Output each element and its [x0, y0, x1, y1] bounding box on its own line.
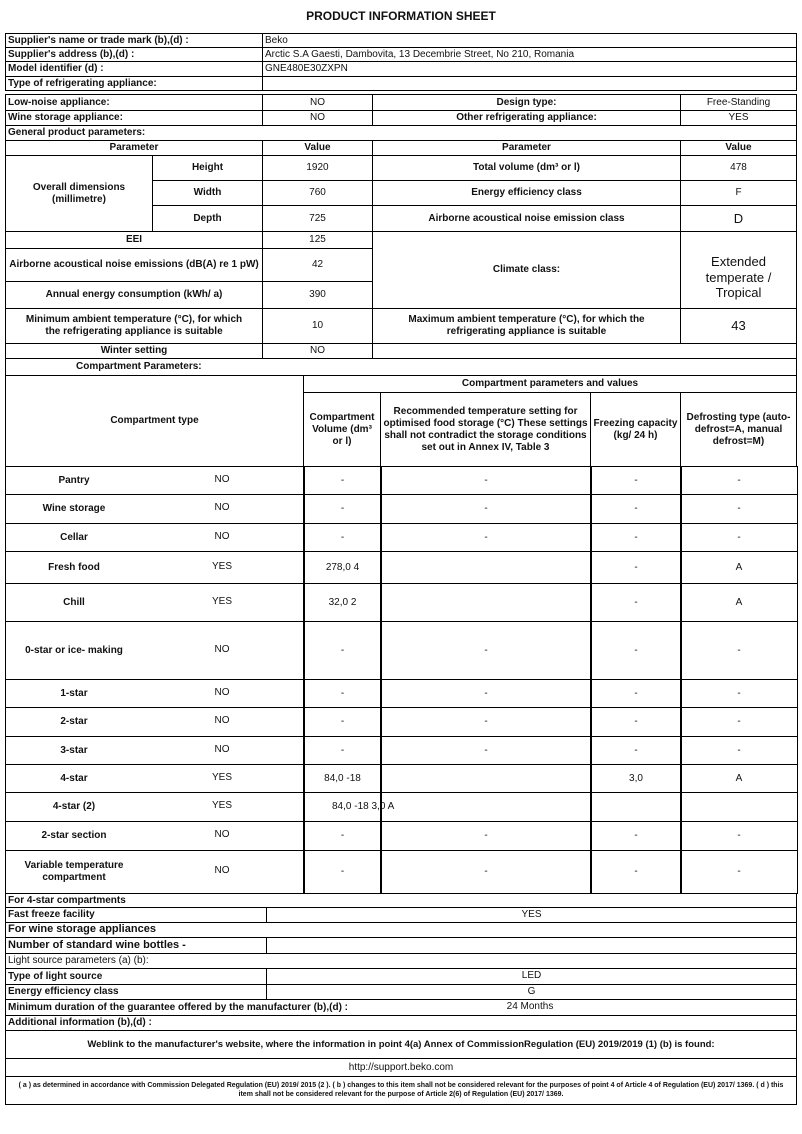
noise-class-label: Airborne acoustical noise emission class — [372, 205, 681, 232]
annual-energy-value: 390 — [262, 281, 373, 309]
compartment-temp-cell — [380, 792, 592, 822]
compartment-volume-cell: - — [303, 821, 382, 851]
compartment-temp-cell: - — [380, 707, 592, 737]
light-type-value: LED — [266, 968, 797, 985]
compartment-temp-cell: - — [380, 821, 592, 851]
supplier-address-label: Supplier's address (b),(d) : — [5, 47, 263, 62]
compartment-temp-cell: - — [380, 494, 592, 524]
compartment-volume-cell: - — [303, 707, 382, 737]
compartment-volume-cell: 32,0 2 — [303, 583, 382, 622]
wine-appliances-label: For wine storage appliances — [5, 922, 797, 938]
compartment-volume-cell: - — [303, 621, 382, 680]
winter-setting-label: Winter setting — [5, 343, 263, 359]
other-appliance-value: YES — [680, 110, 797, 126]
compartment-name-cell: Variable temperature compartment — [5, 850, 142, 894]
max-ambient-value: 43 — [680, 308, 797, 344]
compartment-volume-cell: 278,0 4 — [303, 551, 382, 584]
climate-class-value: Extended temperate / Tropical — [680, 231, 797, 309]
wine-bottles-value — [266, 937, 797, 954]
compartment-present-cell: YES — [140, 583, 305, 622]
low-noise-value: NO — [262, 94, 373, 111]
compartment-name-cell: 2-star — [5, 707, 142, 737]
compartment-present-cell: NO — [140, 679, 305, 708]
noise-emissions-label: Airborne acoustical noise emissions (dB(A) re 1 pW) — [5, 248, 263, 282]
height-value: 1920 — [262, 155, 373, 181]
freezing-capacity-header: Freezing capacity (kg/ 24 h) — [590, 392, 681, 467]
compartment-volume-cell: - — [303, 466, 382, 495]
compartment-name-cell: 1-star — [5, 679, 142, 708]
min-ambient-value: 10 — [262, 308, 373, 344]
compartment-defrost-cell — [680, 792, 798, 822]
compartment-present-cell: NO — [140, 736, 305, 765]
design-type-label: Design type: — [372, 94, 681, 111]
compartment-name-cell: 2-star section — [5, 821, 142, 851]
compartment-name-cell: 3-star — [5, 736, 142, 765]
value-header-2: Value — [680, 140, 797, 156]
guarantee-value: 24 Months — [506, 1001, 554, 1012]
compartment-name-cell: Fresh food — [5, 551, 142, 584]
weblink-label: Weblink to the manufacturer's website, where the information in point 4(a) Annex of CommissionRegulation (EU) 2019/2019 (1) (b) is found: — [5, 1030, 797, 1059]
compartment-name-cell: 0-star or ice- making — [5, 621, 142, 680]
compartment-freezing-cell: - — [590, 523, 682, 552]
compartment-volume-cell: - — [303, 850, 382, 894]
light-eec-label: Energy efficiency class — [5, 984, 267, 1000]
supplier-name-label: Supplier's name or trade mark (b),(d) : — [5, 33, 263, 48]
wine-storage-value: NO — [262, 110, 373, 126]
value-header: Value — [262, 140, 373, 156]
compartment-freezing-cell: - — [590, 707, 682, 737]
compartment-temp-cell: - — [380, 679, 592, 708]
compartment-volume-cell: 84,0 -18 — [303, 764, 382, 793]
height-label: Height — [152, 155, 263, 181]
overall-dimensions-label: Overall dimensions (millimetre) — [5, 155, 153, 232]
compartment-freezing-cell: - — [590, 621, 682, 680]
defrosting-type-header: Defrosting type (auto-defrost=A, manual defrost=M) — [680, 392, 797, 467]
fast-freeze-label: Fast freeze facility — [5, 907, 267, 923]
compartment-defrost-cell: - — [680, 679, 798, 708]
compartment-present-cell: YES — [140, 551, 305, 584]
winter-setting-blank — [372, 343, 797, 359]
compartment-values-header: Compartment parameters and values — [303, 375, 797, 393]
volume-header: Compartment Volume (dm³ or l) — [303, 392, 381, 467]
temperature-header: Recommended temperature setting for optimised food storage (°C) These settings shall not contradict the storage conditions set out in Annex IV, Table 3 — [380, 392, 591, 467]
light-source-label: Light source parameters (a) (b): — [5, 953, 797, 969]
compartment-present-cell: YES — [140, 764, 305, 793]
eei-value: 125 — [262, 231, 373, 249]
compartment-present-cell: NO — [140, 707, 305, 737]
compartment-defrost-cell: - — [680, 736, 798, 765]
compartment-temp-cell: - — [380, 736, 592, 765]
compartment-freezing-cell: - — [590, 583, 682, 622]
compartment-type-header: Compartment type — [5, 375, 304, 467]
min-ambient-label: Minimum ambient temperature (°C), for which the refrigerating appliance is suitable — [5, 308, 263, 344]
compartment-temp-cell: - — [380, 466, 592, 495]
compartment-name-cell: 4-star — [5, 764, 142, 793]
compartment-freezing-cell: - — [590, 821, 682, 851]
depth-value: 725 — [262, 205, 373, 232]
energy-class-value: F — [680, 180, 797, 206]
compartment-present-cell: NO — [140, 621, 305, 680]
other-appliance-label: Other refrigerating appliance: — [372, 110, 681, 126]
width-value: 760 — [262, 180, 373, 206]
design-type-value: Free-Standing — [680, 94, 797, 111]
compartment-defrost-cell: - — [680, 621, 798, 680]
compartment-defrost-cell: - — [680, 466, 798, 495]
compartment-name-cell: Wine storage — [5, 494, 142, 524]
compartment-defrost-cell: - — [680, 850, 798, 894]
compartment-defrost-cell: - — [680, 707, 798, 737]
additional-info-label: Additional information (b),(d) : — [5, 1015, 797, 1031]
compartment-freezing-cell: - — [590, 494, 682, 524]
compartment-temp-cell — [380, 583, 592, 622]
compartment-freezing-cell: 3,0 — [590, 764, 682, 793]
compartment-defrost-cell: A — [680, 764, 798, 793]
winter-setting-value: NO — [262, 343, 373, 359]
compartment-name-cell: 4-star (2) — [5, 792, 142, 822]
model-label: Model identifier (d) : — [5, 61, 263, 77]
compartment-present-cell: NO — [140, 523, 305, 552]
appliance-type-label: Type of refrigerating appliance: — [5, 76, 263, 91]
parameter-header-2: Parameter — [372, 140, 681, 156]
compartment-volume-cell: - — [303, 494, 382, 524]
compartment-freezing-cell — [590, 792, 682, 822]
supplier-address: Arctic S.A Gaesti, Dambovita, 13 Decembrie Street, No 210, Romania — [262, 47, 797, 62]
compartment-name-cell: Cellar — [5, 523, 142, 552]
compartment-defrost-cell: - — [680, 523, 798, 552]
total-volume-label: Total volume (dm³ or l) — [372, 155, 681, 181]
compartment-present-cell: NO — [140, 850, 305, 894]
compartment-present-cell: NO — [140, 466, 305, 495]
compartment-present-cell: NO — [140, 821, 305, 851]
compartment-volume-cell: - — [303, 523, 382, 552]
compartment-name-cell: Chill — [5, 583, 142, 622]
compartment-temp-cell: - — [380, 850, 592, 894]
fast-freeze-value: YES — [266, 907, 797, 923]
general-params-label: General product parameters: — [5, 125, 797, 141]
compartment-freezing-cell: - — [590, 850, 682, 894]
climate-class-label: Climate class: — [372, 231, 681, 309]
compartment-defrost-cell: - — [680, 494, 798, 524]
max-ambient-label: Maximum ambient temperature (°C), for which the refrigerating appliance is suitable — [372, 308, 681, 344]
weblink-url[interactable]: http://support.beko.com — [5, 1058, 797, 1077]
light-eec-value: G — [266, 984, 797, 1000]
energy-class-label: Energy efficiency class — [372, 180, 681, 206]
footnote: ( a ) as determined in accordance with Commission Delegated Regulation (EU) 2019/ 2015 (2 ). ( b ) changes to this item shall not be considered relevant for the purposes of point 4 of Article 4 of Regulation (EU) 2017/ 1369. ( d ) this item shall not be considered relevant for the purpose of Article 2(6) of Regulation (EU) 2017/ 1369. — [5, 1076, 797, 1105]
page-title: PRODUCT INFORMATION SHEET — [306, 9, 496, 23]
wine-bottles-label: Number of standard wine bottles - — [5, 937, 267, 954]
width-label: Width — [152, 180, 263, 206]
depth-label: Depth — [152, 205, 263, 232]
eei-label: EEI — [5, 231, 263, 249]
compartment-temp-cell — [380, 551, 592, 584]
compartment-temp-cell: - — [380, 621, 592, 680]
compartment-present-cell: NO — [140, 494, 305, 524]
wine-storage-label: Wine storage appliance: — [5, 110, 263, 126]
light-type-label: Type of light source — [5, 968, 267, 985]
parameter-header: Parameter — [5, 140, 263, 156]
four-star-label: For 4-star compartments — [5, 893, 797, 908]
noise-class-value: D — [680, 205, 797, 232]
compartment-freezing-cell: - — [590, 736, 682, 765]
compartment-temp-cell — [380, 764, 592, 793]
appliance-type-value — [262, 76, 797, 91]
model-identifier: GNE480E30ZXPN — [262, 61, 797, 77]
compartment-defrost-cell: A — [680, 583, 798, 622]
compartment-present-cell: YES — [140, 792, 305, 822]
compartment-volume-cell: - — [303, 679, 382, 708]
noise-emissions-value: 42 — [262, 248, 373, 282]
compartment-freezing-cell: - — [590, 679, 682, 708]
low-noise-label: Low-noise appliance: — [5, 94, 263, 111]
compartment-defrost-cell: A — [680, 551, 798, 584]
compartment-freezing-cell: - — [590, 466, 682, 495]
supplier-name: Beko — [262, 33, 797, 48]
total-volume-value: 478 — [680, 155, 797, 181]
compartment-name-cell: Pantry — [5, 466, 142, 495]
compartment-volume-cell: 84,0 -18 3,0 A — [303, 792, 382, 822]
guarantee-label: Minimum duration of the guarantee offered by the manufacturer (b),(d) : — [5, 999, 797, 1016]
compartment-freezing-cell: - — [590, 551, 682, 584]
compartment-defrost-cell: - — [680, 821, 798, 851]
annual-energy-label: Annual energy consumption (kWh/ a) — [5, 281, 263, 309]
compartment-temp-cell: - — [380, 523, 592, 552]
compartment-volume-cell: - — [303, 736, 382, 765]
compartment-params-label: Compartment Parameters: — [5, 358, 797, 376]
